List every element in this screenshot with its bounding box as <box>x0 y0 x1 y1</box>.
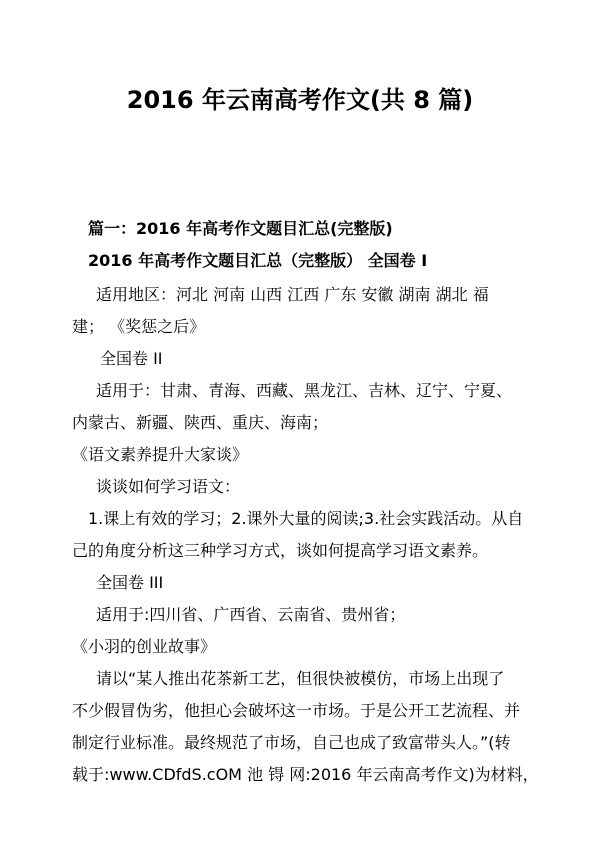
essay-title: 《语文素养提升大家谈》 <box>72 445 249 464</box>
paragraph-line: 1.课上有效的学习；2.课外大量的阅读;3.社会实践活动。从自 <box>88 509 524 528</box>
subheading-line: 2016 年高考作文题目汇总（完整版） 全国卷 I <box>88 251 428 270</box>
paragraph-line: 适用地区：河北 河南 山西 江西 广东 安徽 湖南 湖北 福 <box>96 285 489 304</box>
paragraph-line: 建； 《奖惩之后》 <box>72 317 206 336</box>
paragraph-line: 请以“某人推出花茶新工艺，但很快被模仿，市场上出现了 <box>96 669 505 688</box>
paragraph-line: 适用于：甘肃、青海、西藏、黑龙江、吉林、辽宁、宁夏、 <box>96 381 513 400</box>
paragraph-line: 己的角度分析这三种学习方式，谈如何提高学习语文素养。 <box>72 541 489 560</box>
paragraph-line: 不少假冒伪劣，他担心会破坏这一市场。于是公开工艺流程、并 <box>72 701 521 720</box>
paragraph-line: 制定行业标准。最终规范了市场，自己也成了致富带头人。”(转 <box>72 733 511 752</box>
region-heading: 全国卷 III <box>96 573 164 592</box>
paragraph-line: 内蒙古、新疆、陕西、重庆、海南； <box>72 413 329 432</box>
document-title: 2016 年云南高考作文(共 8 篇) <box>126 86 474 114</box>
section-heading: 篇一：2016 年高考作文题目汇总(完整版) <box>88 219 393 238</box>
paragraph-line: 适用于:四川省、广西省、云南省、贵州省； <box>96 605 406 624</box>
paragraph-line: 载于:www.CDfdS.cOM 池 锝 网:2016 年云南高考作文)为材料， <box>72 765 539 784</box>
region-heading: 全国卷 II <box>100 349 163 368</box>
essay-title: 《小羽的创业故事》 <box>72 637 217 656</box>
paragraph-line: 谈谈如何学习语文： <box>96 477 241 496</box>
